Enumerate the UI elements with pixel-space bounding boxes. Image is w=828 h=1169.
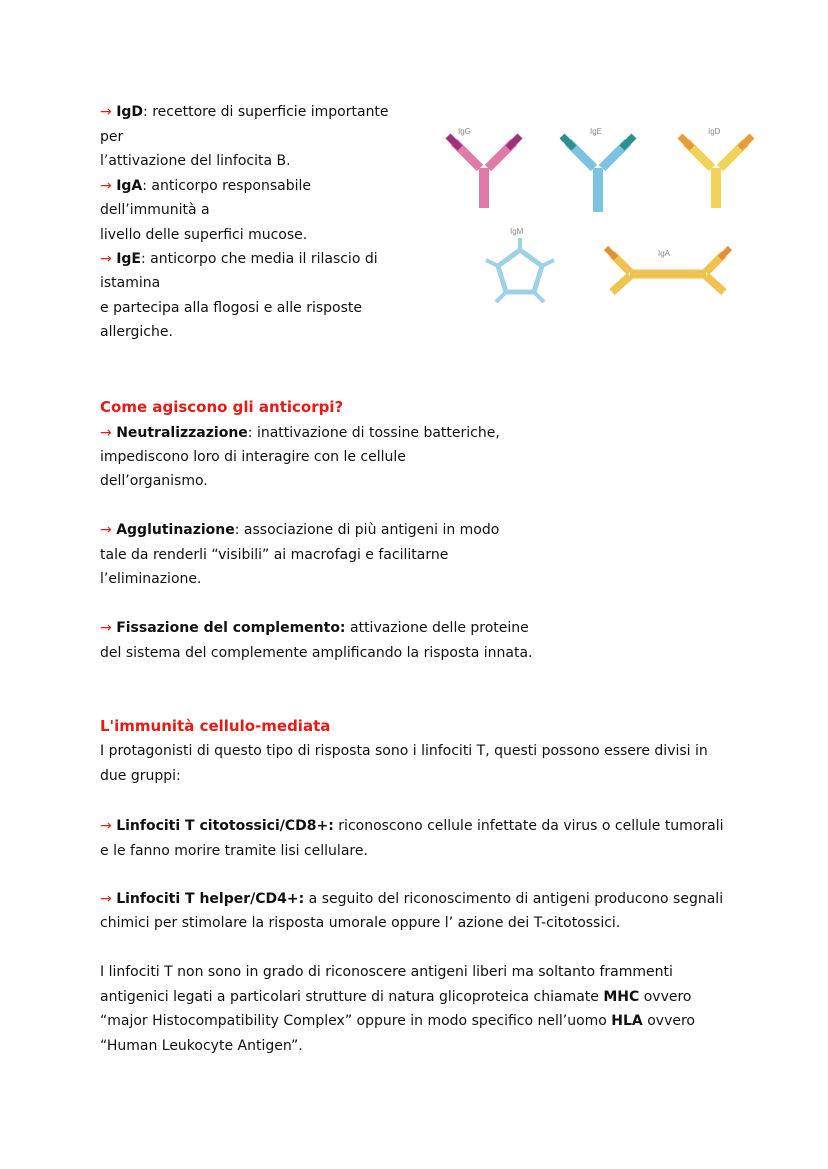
antibody-figure: [440, 120, 760, 310]
ige-term: IgE: [116, 251, 141, 267]
ige-line-1: [100, 249, 378, 269]
agglut-line-2: tale da renderli “visibili” ai macrofagi e facilitarne: [100, 547, 449, 563]
mhc-line-1: I linfociti T non sono in grado di riconoscere antigeni liberi ma soltanto frammenti: [100, 964, 673, 980]
cd4-text: a seguito del riconoscimento di antigeni producono segnali: [304, 891, 724, 907]
cd8-term: Linfociti T citotossici/CD8+:: [116, 818, 334, 834]
cd8-text: riconoscono cellule infettate da virus o cellule tumorali: [333, 818, 724, 834]
igm-antibody: [486, 227, 554, 302]
section-heading-antibodies: Come agiscono gli anticorpi?: [100, 398, 344, 416]
mhc-line-3: [100, 1011, 695, 1031]
arrow-icon: →: [100, 425, 112, 441]
mhc-text-d: ovvero: [642, 1013, 695, 1029]
igd-text: : recettore di superficie importante: [143, 104, 389, 120]
fiss-text: attivazione delle proteine: [345, 620, 529, 636]
mhc-text-b: ovvero: [639, 989, 692, 1005]
arrow-icon: →: [100, 891, 112, 907]
igd-antibody: [680, 127, 752, 208]
iga-line-3: livello delle superfici mucose.: [100, 227, 308, 243]
fiss-line-2: del sistema del complemente amplificando la risposta innata.: [100, 645, 533, 661]
mhc-text-a: antigenici legati a particolari strutture di natura glicoproteica chiamate: [100, 989, 604, 1005]
arrow-icon: →: [100, 178, 112, 194]
intro-line-1: I protagonisti di questo tipo di risposta sono i linfociti T, questi possono essere divisi in: [100, 743, 708, 759]
neutral-term: Neutralizzazione: [116, 425, 248, 441]
iga-text: : anticorpo responsabile: [142, 178, 312, 194]
neutral-line-3: dell’organismo.: [100, 473, 208, 489]
mhc-line-4: “Human Leukocyte Antigen”.: [100, 1038, 303, 1054]
igm-label: IgM: [510, 227, 524, 236]
igd-label: IgD: [708, 127, 721, 136]
igg-label: IgG: [458, 127, 471, 136]
iga-line-2: dell’immunità a: [100, 202, 210, 218]
iga-line-1: [100, 176, 311, 196]
neutral-text: : inattivazione di tossine batteriche,: [247, 425, 500, 441]
fiss-term: Fissazione del complemento:: [116, 620, 346, 636]
section-heading-cell-mediated: L'immunità cellulo-mediata: [100, 717, 331, 735]
ige-text: : anticorpo che media il rilascio di: [140, 251, 378, 267]
agglut-line-1: [100, 520, 499, 540]
ige-line-4: allergiche.: [100, 324, 173, 340]
mhc-line-2: [100, 987, 692, 1007]
ige-antibody: [562, 127, 634, 212]
agglut-term: Agglutinazione: [116, 522, 235, 538]
igd-line-2: per: [100, 129, 124, 145]
intro-line-2: due gruppi:: [100, 768, 181, 784]
cd4-line-1: [100, 889, 723, 909]
ige-line-3: e partecipa alla flogosi e alle risposte: [100, 300, 363, 316]
iga-label: IgA: [658, 249, 671, 258]
ige-label: IgE: [590, 127, 603, 136]
igd-line-3: l’attivazione del linfocita B.: [100, 153, 291, 169]
cd4-term: Linfociti T helper/CD4+:: [116, 891, 305, 907]
iga-antibody: [606, 248, 730, 292]
fiss-line-1: [100, 618, 529, 638]
ige-line-2: istamina: [100, 275, 161, 291]
iga-term: IgA: [116, 178, 143, 194]
cd8-line-1: [100, 816, 724, 836]
cd8-line-2: e le fanno morire tramite lisi cellulare.: [100, 843, 368, 859]
igd-term: IgD: [116, 104, 144, 120]
hla-term: HLA: [611, 1013, 643, 1029]
neutral-line-1: [100, 423, 500, 443]
igg-antibody: [448, 127, 520, 208]
agglut-text: : associazione di più antigeni in modo: [234, 522, 500, 538]
cd4-line-2: chimici per stimolare la risposta umorale oppure l’ azione dei T-citotossici.: [100, 915, 621, 931]
mhc-term: MHC: [603, 989, 640, 1005]
arrow-icon: →: [100, 251, 112, 267]
arrow-icon: →: [100, 522, 112, 538]
arrow-icon: →: [100, 104, 112, 120]
neutral-line-2: impediscono loro di interagire con le cellule: [100, 449, 406, 465]
agglut-line-3: l’eliminazione.: [100, 571, 202, 587]
igd-line-1: [100, 102, 389, 122]
arrow-icon: →: [100, 620, 112, 636]
arrow-icon: →: [100, 818, 112, 834]
mhc-text-c: “major Histocompatibility Complex” oppure in modo specifico nell’uomo: [100, 1013, 612, 1029]
